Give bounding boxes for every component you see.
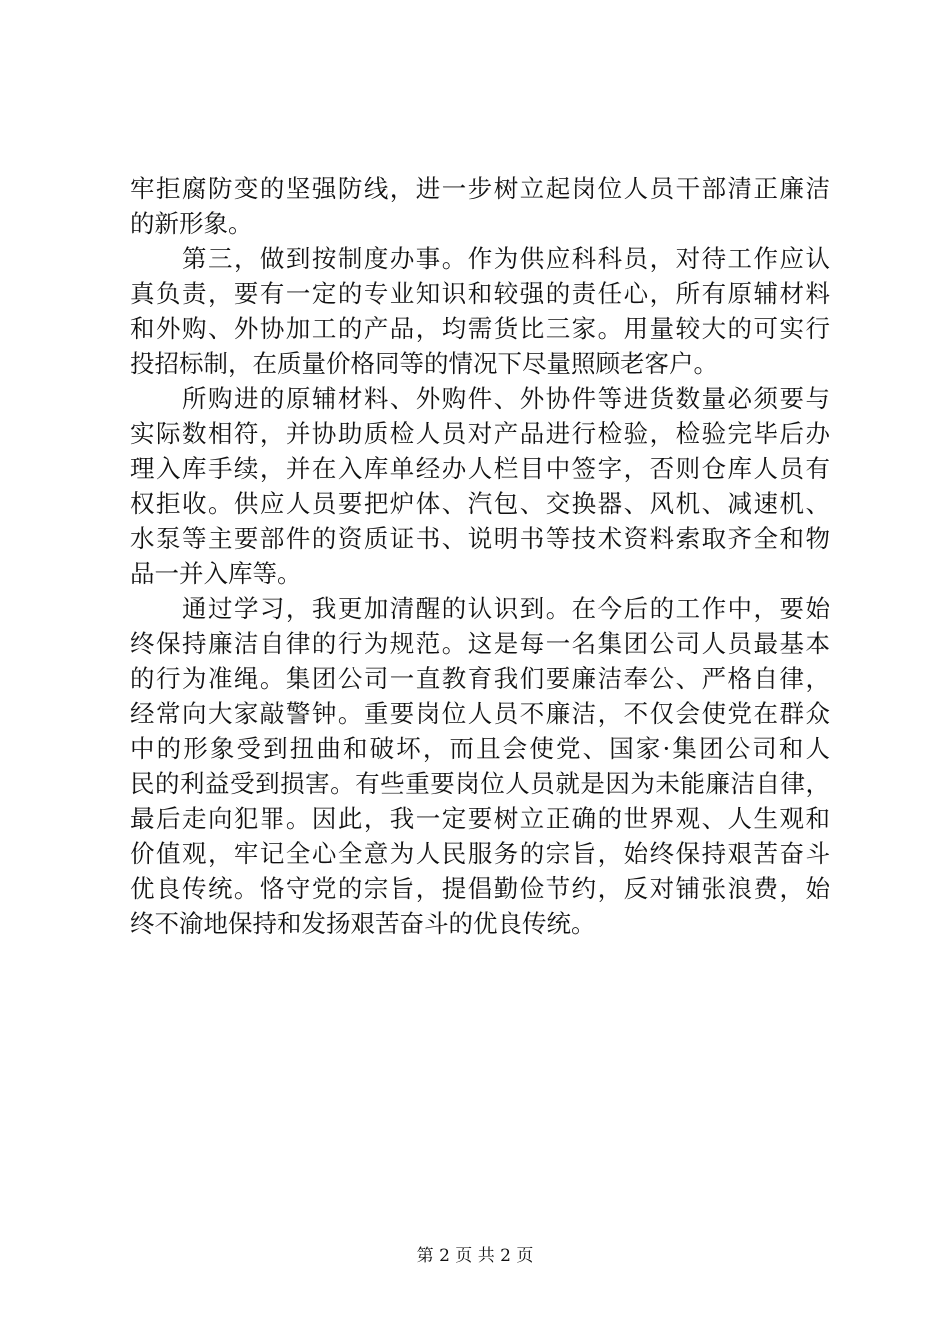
text-line: 价值观，牢记全心全意为人民服务的宗旨，始终保持艰苦奋斗: [130, 839, 830, 868]
paragraph: [130, 241, 830, 381]
text-line: 优良传统。恪守党的宗旨，提倡勤俭节约，反对铺张浪费，始: [130, 874, 830, 903]
text-line: 中的形象受到扭曲和破坏，而且会使党、国家·集团公司和人: [130, 734, 830, 763]
document-body: [130, 171, 830, 941]
text-line: 所购进的原辅材料、外购件、外协件等进货数量必须要与: [182, 384, 830, 413]
text-line: 实际数相符，并协助质检人员对产品进行检验，检验完毕后办: [130, 419, 830, 448]
text-line: 和外购、外协加工的产品，均需货比三家。用量较大的可实行: [130, 314, 830, 343]
text-line: 真负责，要有一定的专业知识和较强的责任心，所有原辅材料: [130, 279, 830, 308]
text-line: 牢拒腐防变的坚强防线，进一步树立起岗位人员干部清正廉洁: [130, 174, 830, 203]
paragraph: [130, 381, 830, 591]
text-line: 第三，做到按制度办事。作为供应科科员，对待工作应认: [182, 244, 830, 273]
text-line: 的新形象。: [130, 209, 253, 238]
text-line: 民的利益受到损害。有些重要岗位人员就是因为未能廉洁自律，: [130, 769, 830, 798]
text-line: 品一并入库等。: [130, 559, 302, 588]
text-line: 水泵等主要部件的资质证书、说明书等技术资料索取齐全和物: [130, 524, 830, 553]
text-line: 权拒收。供应人员要把炉体、汽包、交换器、风机、减速机、: [130, 489, 830, 518]
text-line: 终不渝地保持和发扬艰苦奋斗的优良传统。: [130, 909, 596, 938]
text-line: 经常向大家敲警钟。重要岗位人员不廉洁，不仅会使党在群众: [130, 699, 830, 728]
text-line: 投招标制，在质量价格同等的情况下尽量照顾老客户。: [130, 349, 718, 378]
text-line: 通过学习，我更加清醒的认识到。在今后的工作中，要始: [182, 594, 830, 623]
paragraph: [130, 591, 830, 941]
text-line: 的行为准绳。集团公司一直教育我们要廉洁奉公、严格自律，: [130, 664, 830, 693]
paragraph: [130, 171, 830, 241]
text-line: 终保持廉洁自律的行为规范。这是每一名集团公司人员最基本: [130, 629, 830, 658]
text-line: 理入库手续，并在入库单经办人栏目中签字，否则仓库人员有: [130, 454, 830, 483]
text-line: 最后走向犯罪。因此，我一定要树立正确的世界观、人生观和: [130, 804, 830, 833]
page-footer: 第 2 页 共 2 页: [416, 1246, 534, 1266]
